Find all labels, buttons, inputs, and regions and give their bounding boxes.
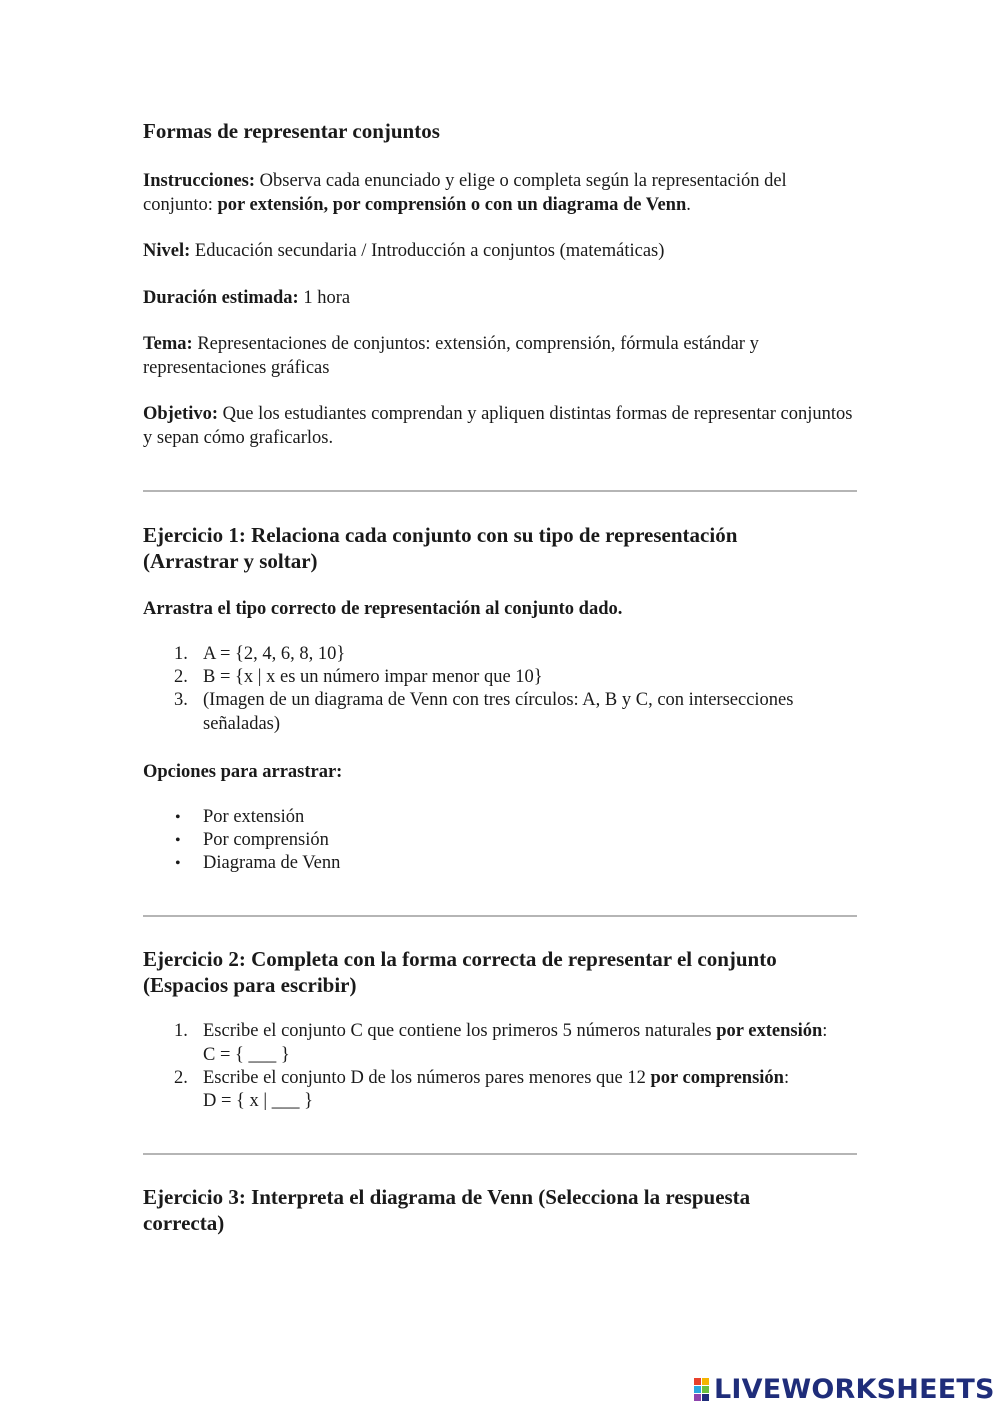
logo-square bbox=[694, 1394, 701, 1401]
list-item bbox=[143, 643, 857, 666]
logo-square bbox=[694, 1386, 701, 1393]
liveworksheets-logo bbox=[694, 1374, 995, 1406]
drag-option[interactable] bbox=[143, 806, 857, 829]
section-divider bbox=[143, 1153, 857, 1155]
bullet-icon: • bbox=[175, 832, 181, 850]
objetivo-paragraph bbox=[143, 403, 857, 450]
list-item-text: B = {x | x es un número impar menor que 10} bbox=[203, 667, 543, 688]
list-item-number: 2. bbox=[174, 1067, 188, 1088]
drag-option-label: Por comprensión bbox=[203, 830, 329, 851]
exercise-2-heading bbox=[143, 946, 857, 998]
list-item-number: 2. bbox=[174, 667, 188, 688]
drag-option[interactable] bbox=[143, 852, 857, 875]
list-item-number: 3. bbox=[174, 690, 188, 711]
instructions-label: Instrucciones: bbox=[143, 171, 256, 191]
exercise-1-heading-line-2: (Arrastrar y soltar) bbox=[143, 549, 318, 573]
tema-label: Tema: bbox=[143, 334, 193, 354]
list-item-text: Escribe el conjunto C que contiene los primeros 5 números naturales bbox=[203, 1021, 717, 1042]
nivel-label: Nivel: bbox=[143, 241, 191, 261]
instructions-text: Observa cada enunciado y elige o completa según la representación del conjunto: bbox=[143, 171, 787, 215]
options-heading: Opciones para arrastrar: bbox=[143, 761, 343, 782]
exercise-3-heading-line-2: correcta) bbox=[143, 1211, 225, 1236]
list-item-text: Escribe el conjunto D de los números pares menores que 12 bbox=[203, 1067, 651, 1088]
instructions-paragraph bbox=[143, 170, 857, 217]
duracion-label: Duración estimada: bbox=[143, 287, 299, 308]
exercise-3-heading-line-1: Ejercicio 3: Interpreta el diagrama de Venn (Selecciona la respuesta bbox=[143, 1185, 751, 1210]
exercise-3 bbox=[143, 1184, 857, 1236]
logo-square bbox=[702, 1378, 709, 1385]
drag-option-label: Por extensión bbox=[203, 806, 305, 827]
instructions-bold-text: por extensión, por comprensión o con un diagrama de Venn bbox=[217, 194, 687, 215]
drag-option[interactable] bbox=[143, 829, 857, 852]
exercise-1-heading bbox=[143, 522, 857, 574]
section-divider bbox=[143, 490, 857, 492]
list-item-bold: por extensión bbox=[716, 1021, 823, 1042]
logo-square bbox=[702, 1394, 709, 1401]
logo-icon bbox=[694, 1378, 710, 1402]
exercise-3-heading bbox=[143, 1184, 857, 1236]
nivel-paragraph bbox=[143, 240, 857, 264]
exercise-2 bbox=[143, 946, 857, 1113]
drag-option-label: Diagrama de Venn bbox=[203, 853, 341, 874]
tema-paragraph bbox=[143, 333, 857, 380]
drag-options-list bbox=[143, 806, 857, 876]
logo-text: LIVEWORKSHEETS bbox=[714, 1374, 995, 1405]
logo-square bbox=[694, 1378, 701, 1385]
exercise-2-list bbox=[143, 1020, 857, 1113]
list-item bbox=[143, 1067, 857, 1113]
list-item-text: (Imagen de un diagrama de Venn con tres círculos: A, B y C, con intersecciones señaladas) bbox=[203, 690, 794, 734]
list-item bbox=[143, 1020, 857, 1066]
exercise-1-list bbox=[143, 643, 857, 736]
list-item-end: : bbox=[783, 1067, 790, 1088]
bullet-icon: • bbox=[175, 855, 181, 873]
list-item bbox=[143, 689, 857, 735]
worksheet-page bbox=[143, 118, 857, 1236]
tema-text: Representaciones de conjuntos: extensión, comprensión, fórmula estándar y representaciones gráficas bbox=[143, 334, 759, 378]
duracion-paragraph bbox=[143, 287, 857, 311]
list-item-number: 1. bbox=[174, 1021, 188, 1042]
list-item-text: A = {2, 4, 6, 8, 10} bbox=[203, 644, 346, 664]
page-title: Formas de representar conjuntos bbox=[143, 119, 440, 143]
section-divider bbox=[143, 915, 857, 917]
list-item-end: : bbox=[822, 1021, 828, 1042]
list-item bbox=[143, 666, 857, 689]
objetivo-text: Que los estudiantes comprendan y apliquen distintas formas de representar conjuntos y sepan cómo graficarlos. bbox=[143, 404, 853, 448]
answer-blank-c[interactable]: C = { ___ } bbox=[203, 1044, 290, 1065]
nivel-text: Educación secundaria / Introducción a conjuntos (matemáticas) bbox=[190, 241, 665, 261]
duracion-text: 1 hora bbox=[298, 287, 351, 308]
logo-square bbox=[702, 1386, 709, 1393]
list-item-number: 1. bbox=[174, 644, 188, 664]
list-item-bold: por comprensión bbox=[650, 1067, 784, 1088]
exercise-1-heading-line-1: Ejercicio 1: Relaciona cada conjunto con su tipo de representación bbox=[143, 523, 738, 547]
exercise-2-heading-line-1: Ejercicio 2: Completa con la forma correcta de representar el conjunto bbox=[143, 947, 777, 972]
objetivo-label: Objetivo: bbox=[143, 404, 219, 424]
answer-blank-d[interactable]: D = { x | ___ } bbox=[203, 1091, 314, 1112]
exercise-1 bbox=[143, 522, 857, 875]
exercise-2-heading-line-2: (Espacios para escribir) bbox=[143, 973, 357, 998]
instructions-end: . bbox=[686, 194, 691, 215]
exercise-1-subheading: Arrastra el tipo correcto de representación al conjunto dado. bbox=[143, 599, 623, 619]
bullet-icon: • bbox=[175, 808, 181, 826]
